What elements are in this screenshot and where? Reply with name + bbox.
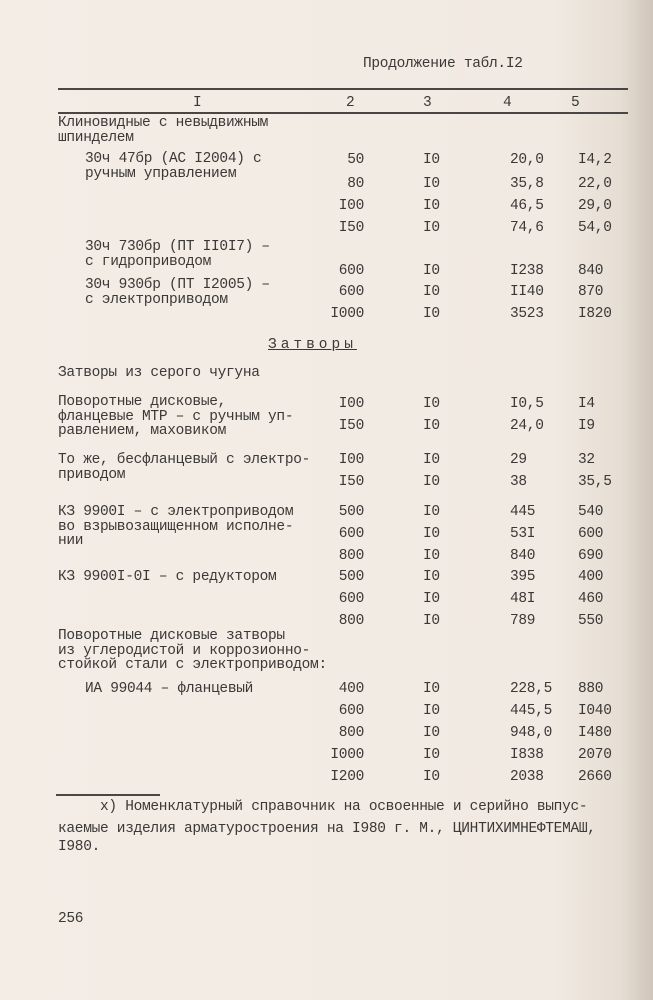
cell-dn: I00 — [338, 198, 364, 214]
row-label-line: ручным управлением — [85, 165, 237, 182]
cell-col4: 2038 — [510, 769, 544, 785]
cell-dn: 600 — [338, 284, 364, 300]
cell-pressure: I0 — [423, 548, 440, 564]
cell-col5: 54,0 — [578, 220, 612, 236]
cell-dn: I50 — [338, 474, 364, 490]
footnote-line-2: каемые изделия арматуростроения на I980 г. М., ЦИНТИХИМНЕФТЕМАШ, — [58, 821, 596, 837]
cell-col5: 880 — [578, 681, 604, 697]
cell-col5: 32 — [578, 452, 595, 468]
cell-dn: 600 — [338, 591, 364, 607]
footnote-line-1: x) Номенклатурный справочник на освоенные и серийно выпус- — [100, 799, 588, 815]
cell-col5: 22,0 — [578, 176, 612, 192]
cell-col5: 690 — [578, 548, 604, 564]
cell-pressure: I0 — [423, 418, 440, 434]
page-number: 256 — [58, 911, 84, 927]
cell-col4: 20,0 — [510, 152, 544, 168]
cell-col5: 870 — [578, 284, 604, 300]
header-col-4: 4 — [503, 95, 512, 111]
row-label-line: равлением, маховиком — [58, 423, 227, 439]
table-top-rule — [58, 88, 628, 90]
cell-dn: 500 — [338, 569, 364, 585]
row-label-line: с гидроприводом — [85, 253, 212, 270]
cell-col4: 29 — [510, 452, 527, 468]
cell-pressure: I0 — [423, 747, 440, 763]
cell-dn: 800 — [338, 725, 364, 741]
header-col-5: 5 — [571, 95, 580, 111]
cell-col5: I9 — [578, 418, 595, 434]
row-label-line: 30ч 730бр (ПТ II0I7) – — [85, 239, 270, 255]
table-caption: Продолжение табл.I2 — [363, 56, 523, 72]
cell-col4: 24,0 — [510, 418, 544, 434]
cell-col5: 2070 — [578, 747, 612, 763]
row-label-line: Клиновидные с невыдвижным — [58, 115, 269, 131]
cell-col5: 35,5 — [578, 474, 612, 490]
cell-pressure: I0 — [423, 263, 440, 279]
cell-col4: 948,0 — [510, 725, 553, 741]
cell-col4: II40 — [510, 284, 544, 300]
row-label-line: из углеродистой и коррозионно- — [58, 642, 311, 659]
cell-pressure: I0 — [423, 474, 440, 490]
cell-col5: 2660 — [578, 769, 612, 785]
table-header-rule — [58, 112, 628, 114]
cell-dn: 80 — [347, 176, 364, 192]
section-title: Затворы — [268, 337, 357, 353]
cell-col4: 38 — [510, 474, 527, 490]
row-label-line: нии — [58, 533, 84, 549]
cell-dn: I50 — [338, 220, 364, 236]
cell-dn: 400 — [338, 681, 364, 697]
cell-col5: I4,2 — [578, 152, 612, 168]
cell-col4: I0,5 — [510, 396, 544, 412]
cell-pressure: I0 — [423, 176, 440, 192]
cell-col4: 445 — [510, 504, 536, 520]
cell-dn: 800 — [338, 613, 364, 629]
cell-dn: 600 — [338, 526, 364, 542]
cell-dn: I00 — [338, 452, 364, 468]
cell-dn: 50 — [347, 152, 364, 168]
row-label-line: Поворотные дисковые затворы — [58, 628, 285, 644]
cell-col5: I820 — [578, 306, 612, 322]
cell-col4: 395 — [510, 569, 536, 585]
cell-col4: I838 — [510, 747, 544, 763]
cell-pressure: I0 — [423, 504, 440, 520]
row-label-line: То же, бесфланцевый с электро- — [58, 452, 311, 468]
cell-col5: I040 — [578, 703, 612, 719]
cell-pressure: I0 — [423, 306, 440, 322]
cell-pressure: I0 — [423, 569, 440, 585]
cell-col4: 789 — [510, 613, 536, 629]
cell-pressure: I0 — [423, 198, 440, 214]
cell-col5: 460 — [578, 591, 604, 607]
cell-col4: 840 — [510, 548, 536, 564]
footnote-line-3: I980. — [58, 839, 101, 855]
cell-col5: I480 — [578, 725, 612, 741]
cell-col5: 550 — [578, 613, 604, 629]
cell-pressure: I0 — [423, 681, 440, 697]
cell-dn: I50 — [338, 418, 364, 434]
cell-col4: 74,6 — [510, 220, 544, 236]
cell-dn: I00 — [338, 396, 364, 412]
cell-col4: 445,5 — [510, 703, 553, 719]
footnote-rule — [56, 794, 160, 796]
cell-pressure: I0 — [423, 769, 440, 785]
cell-pressure: I0 — [423, 613, 440, 629]
cell-dn: I000 — [330, 306, 364, 322]
cell-dn: I000 — [330, 747, 364, 763]
cell-dn: 500 — [338, 504, 364, 520]
cell-pressure: I0 — [423, 396, 440, 412]
cell-pressure: I0 — [423, 284, 440, 300]
row-label-line: шпинделем — [58, 129, 134, 146]
cell-col4: 53I — [510, 526, 536, 542]
row-label-line: фланцевые МТР – с ручным уп- — [58, 408, 294, 425]
cell-col4: 3523 — [510, 306, 544, 322]
row-label-line: ИА 99044 – фланцевый — [85, 681, 254, 697]
row-label-line: КЗ 9900I-0I – с редуктором — [58, 569, 277, 585]
cell-dn: I200 — [330, 769, 364, 785]
row-label-line: с электроприводом — [85, 291, 228, 308]
cell-col5: 400 — [578, 569, 604, 585]
row-label-line: стойкой стали с электроприводом: — [58, 657, 327, 673]
cell-col5: 840 — [578, 263, 604, 279]
cell-col5: 540 — [578, 504, 604, 520]
cell-pressure: I0 — [423, 591, 440, 607]
cell-col5: 600 — [578, 526, 604, 542]
row-label-line: Поворотные дисковые, — [58, 394, 227, 410]
cell-col4: 228,5 — [510, 681, 553, 697]
cell-col4: I238 — [510, 263, 544, 279]
row-label-line: приводом — [58, 466, 126, 483]
row-label-line: 30ч 930бр (ПТ I2005) – — [85, 277, 270, 293]
cell-dn: 800 — [338, 548, 364, 564]
cell-pressure: I0 — [423, 220, 440, 236]
row-label-line: КЗ 9900I – с электроприводом — [58, 504, 294, 520]
cell-pressure: I0 — [423, 452, 440, 468]
header-col-1: I — [193, 95, 202, 111]
cell-dn: 600 — [338, 703, 364, 719]
header-col-2: 2 — [346, 95, 355, 111]
row-label-line: во взрывозащищенном исполне- — [58, 518, 294, 535]
cell-dn: 600 — [338, 263, 364, 279]
row-label-line: 30ч 47бр (АС I2004) с — [85, 151, 262, 167]
row-label-line: Затворы из серого чугуна — [58, 365, 260, 381]
cell-col4: 48I — [510, 591, 536, 607]
cell-col5: 29,0 — [578, 198, 612, 214]
cell-pressure: I0 — [423, 526, 440, 542]
cell-pressure: I0 — [423, 152, 440, 168]
cell-col4: 35,8 — [510, 176, 544, 192]
cell-col5: I4 — [578, 396, 595, 412]
cell-col4: 46,5 — [510, 198, 544, 214]
cell-pressure: I0 — [423, 703, 440, 719]
cell-pressure: I0 — [423, 725, 440, 741]
header-col-3: 3 — [423, 95, 432, 111]
